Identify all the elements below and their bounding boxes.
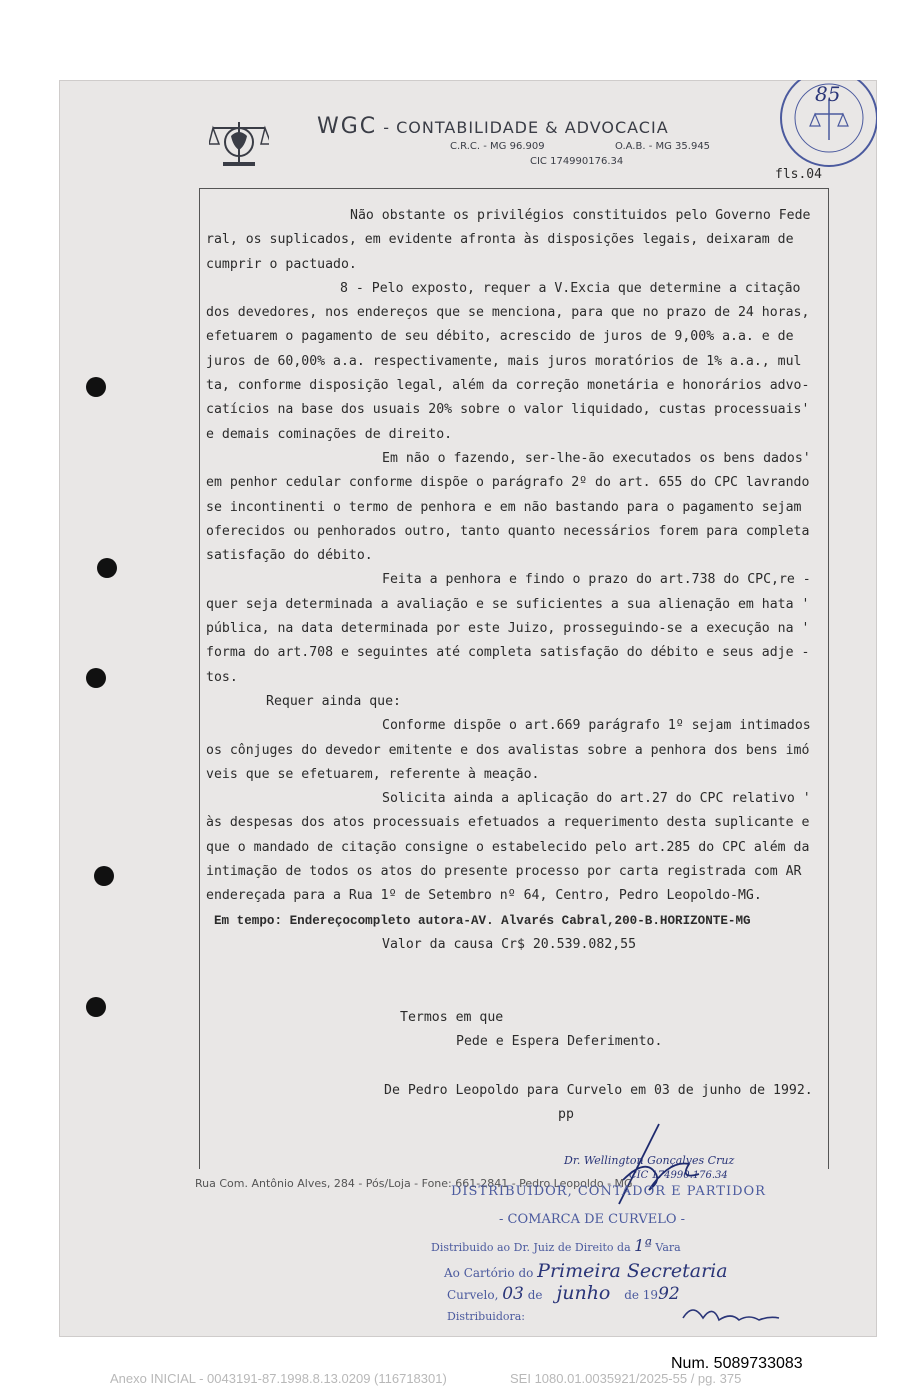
body-line: ral, os suplicados, em evidente afronta às disposições legais, deixaram de bbox=[206, 232, 794, 248]
stamp-de: de bbox=[527, 1288, 543, 1302]
signatory-document: CIC 174990.176.34 bbox=[629, 1170, 728, 1181]
body-line: Feita a penhora e findo o prazo do art.738 do CPC,re - bbox=[382, 572, 811, 588]
signatory-name: Dr. Wellington Gonçalves Cruz bbox=[564, 1154, 735, 1167]
body-line: ta, conforme disposição legal, além da correção monetária e honorários advo- bbox=[206, 378, 810, 394]
scales-of-justice-logo bbox=[209, 118, 269, 168]
firm-initials: WGC bbox=[317, 114, 378, 139]
body-line: Em tempo: Endereçocompleto autora-AV. Alvarés Cabral,200-B.HORIZONTE-MG bbox=[214, 913, 751, 928]
stamp-cartorio-name: Primeira Secretaria bbox=[537, 1260, 728, 1282]
stamp-date-line bbox=[447, 1282, 680, 1304]
body-line: veis que se efetuarem, referente à meação. bbox=[206, 766, 540, 782]
body-line: e demais cominações de direito. bbox=[206, 426, 453, 442]
court-seal bbox=[759, 80, 877, 170]
punch-hole bbox=[86, 377, 106, 397]
annex-reference: Anexo INICIAL - 0043191-87.1998.8.13.0209 (116718301) bbox=[110, 1371, 447, 1386]
body-line: oferecidos ou penhorados outro, tanto quanto necessários forem para completa bbox=[206, 523, 810, 539]
stamp-cartorio-prefix: Ao Cartório do bbox=[444, 1266, 534, 1280]
page-reference: fls.04 bbox=[775, 167, 822, 182]
stamp-year: 92 bbox=[658, 1284, 680, 1304]
body-line: Não obstante os privilégios constituidos pelo Governo Fede bbox=[350, 208, 811, 223]
document-number: Num. 5089733083 bbox=[671, 1355, 803, 1372]
punch-hole bbox=[94, 866, 114, 886]
body-line: Termos em que bbox=[400, 1009, 504, 1025]
body-line: quer seja determinada a avaliação e se suficientes a sua alienação em hata ' bbox=[206, 596, 810, 612]
body-line bbox=[206, 982, 824, 1006]
stamp-vara-label: Vara bbox=[655, 1241, 681, 1254]
punch-hole bbox=[86, 997, 106, 1017]
body-line: pp bbox=[558, 1106, 574, 1122]
body-line: Pede e Espera Deferimento. bbox=[456, 1034, 663, 1050]
body-line: 8 - Pelo exposto, requer a V.Excia que determine a citação bbox=[340, 280, 801, 296]
body-line: Valor da causa Cr$ 20.539.082,55 bbox=[382, 936, 637, 952]
seal-handwritten-number: 85 bbox=[815, 82, 841, 106]
stamp-day: 03 bbox=[502, 1284, 524, 1304]
body-line: às despesas dos atos processuais efetuados a requerimento desta suplicante e bbox=[206, 815, 810, 831]
stamp-month: junho bbox=[556, 1282, 611, 1304]
distributor-signature bbox=[679, 1298, 789, 1328]
stamp-cartorio-line bbox=[444, 1260, 728, 1282]
body-line: Solicita ainda a aplicação do art.27 do CPC relativo ' bbox=[382, 791, 811, 807]
punch-hole bbox=[97, 558, 117, 578]
body-line: Em não o fazendo, ser-lhe-ão executados os bens dados' bbox=[382, 450, 811, 466]
body-line: dos devedores, nos endereços que se menciona, para que no prazo de 24 horas, bbox=[206, 305, 810, 321]
body-line: catícios na base dos usuais 20% sobre o valor liquidado, custas processuais' bbox=[206, 402, 810, 418]
body-line: se incontinenti o termo de penhora e em não bastando para o pagamento sejam bbox=[206, 499, 802, 515]
body-line: Requer ainda que: bbox=[266, 693, 401, 709]
cic-number: CIC 174990176.34 bbox=[530, 156, 624, 167]
document-sheet bbox=[59, 80, 877, 1337]
stamp-distribution-line bbox=[431, 1236, 681, 1255]
punch-hole bbox=[86, 668, 106, 688]
body-line: cumprir o pactuado. bbox=[206, 256, 357, 272]
petition-body bbox=[206, 204, 824, 1127]
body-line: endereçada para a Rua 1º de Setembro nº 64, Centro, Pedro Leopoldo-MG. bbox=[206, 888, 762, 904]
body-line: satisfação do débito. bbox=[206, 548, 373, 564]
body-line: pública, na data determinada por este Juizo, prosseguindo-se a execução na ' bbox=[206, 621, 810, 637]
firm-name: - CONTABILIDADE & ADVOCACIA bbox=[383, 118, 669, 137]
body-line: juros de 60,00% a.a. respectivamente, mais juros moratórios de 1% a.a., mul bbox=[206, 353, 802, 369]
body-line bbox=[206, 957, 824, 981]
body-line: em penhor cedular conforme dispõe o parágrafo 2º do art. 655 do CPC lavrando bbox=[206, 475, 810, 491]
letterhead-title bbox=[317, 114, 669, 139]
stamp-comarca: - COMARCA DE CURVELO - bbox=[499, 1212, 686, 1227]
body-line bbox=[206, 1054, 824, 1078]
body-line: intimação de todos os atos do presente processo por carta registrada com AR bbox=[206, 864, 802, 880]
body-line: que o mandado de citação consigne o estabelecido pelo art.285 do CPC além da bbox=[206, 839, 810, 855]
body-line: os cônjuges do devedor emitente e dos avalistas sobre a penhora dos bens imó bbox=[206, 742, 810, 758]
stamp-vara-number: 1ª bbox=[634, 1236, 652, 1255]
oab-number: O.A.B. - MG 35.945 bbox=[615, 141, 711, 152]
sei-reference: SEI 1080.01.0035921/2025-55 / pg. 375 bbox=[510, 1371, 742, 1386]
firm-address: Rua Com. Antônio Alves, 284 - Pós/Loja - Fone: 661-2841 - Pedro Leopoldo - MG bbox=[195, 1177, 633, 1190]
stamp-distribuidora: Distribuidora: bbox=[447, 1310, 526, 1323]
body-line: tos. bbox=[206, 669, 238, 685]
crc-number: C.R.C. - MG 96.909 bbox=[450, 141, 545, 152]
body-line: efetuarem o pagamento de seu débito, acrescido de juros de 9,00% a.a. e de bbox=[206, 329, 794, 345]
stamp-city: Curvelo, bbox=[447, 1288, 499, 1302]
body-line: forma do art.708 e seguintes até completa satisfação do débito e seus adje - bbox=[206, 645, 810, 661]
stamp-year-prefix: de 19 bbox=[624, 1288, 659, 1302]
body-line: Conforme dispõe o art.669 parágrafo 1º sejam intimados bbox=[382, 718, 811, 734]
stamp-distribution-prefix: Distribuido ao Dr. Juiz de Direito da bbox=[431, 1241, 631, 1254]
body-line: De Pedro Leopoldo para Curvelo em 03 de junho de 1992. bbox=[384, 1082, 813, 1098]
stamp-office: DISTRIBUIDOR, CONTADOR E PARTIDOR bbox=[451, 1184, 766, 1199]
